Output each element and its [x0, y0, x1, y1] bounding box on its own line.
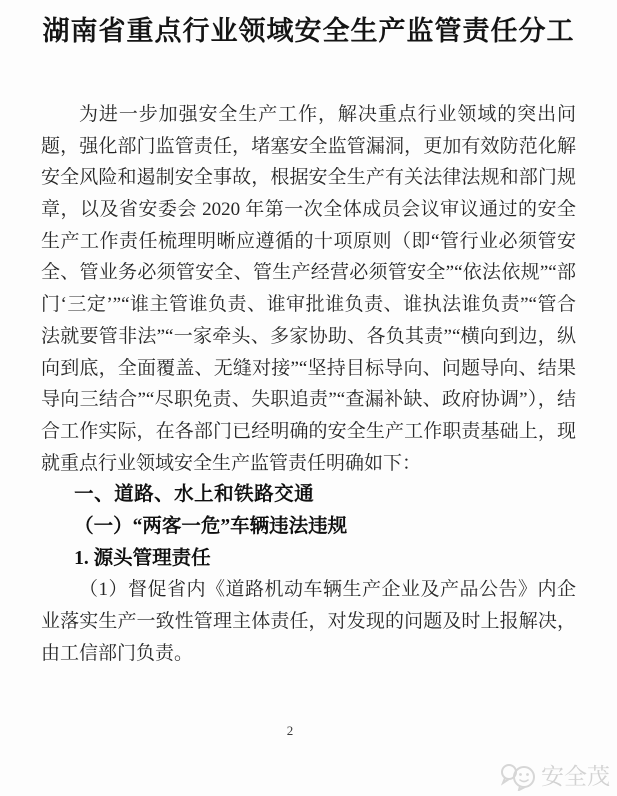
- body-line: 向到底，全面覆盖、无缝对接”“坚持目标导向、问题导向、结果: [41, 357, 576, 379]
- body-line: 导向三结合”“尽职免责、失职追责”“查漏补缺、政府协调”），结: [41, 389, 576, 411]
- body-line: 法就要管非法”“一家牵头、多家协助、各负其责”“横向到边，纵: [41, 325, 576, 347]
- body-line: 全、管业务必须管安全、管生产经营必须管安全”“依法依规”“部: [41, 262, 576, 284]
- body-line: 合工作实际，在各部门已经明确的安全生产工作职责基础上，现: [41, 420, 576, 442]
- watermark-label: 安全茂: [541, 763, 610, 789]
- body-line: 就重点行业领域安全生产监管责任明确如下：: [41, 452, 422, 474]
- body-line: 业落实生产一致性管理主体责任，对发现的问题及时上报解决，: [41, 611, 576, 632]
- watermark: [500, 761, 610, 791]
- body-line: 题，强化部门监管责任，堵塞安全监管漏洞，更加有效防范化解: [41, 135, 576, 157]
- body-line: 章，以及省安委会 2020 年第一次全体成员会议审议通过的安全: [41, 199, 576, 221]
- item-heading: 1. 源头管理责任: [74, 547, 211, 569]
- body-line: （1）督促省内《道路机动车辆生产企业及产品公告》内企: [79, 579, 576, 601]
- body-line: 为进一步加强安全生产工作，解决重点行业领域的突出问: [79, 104, 576, 125]
- subsection-heading: （一）“两客一危”车辆违法违规: [74, 515, 348, 537]
- section-heading: 一、道路、水上和铁路交通: [74, 483, 315, 506]
- body-line: 门‘三定’”“谁主管谁负责、谁审批谁负责、谁执法谁负责”“管合: [41, 294, 576, 316]
- anquanmao-logo-icon: [500, 761, 538, 791]
- page-number: 2: [286, 723, 294, 738]
- document-title: 湖南省重点行业领域安全生产监管责任分工: [42, 16, 575, 46]
- body-line: 安全风险和遏制安全事故，根据安全生产有关法律法规和部门规: [41, 167, 576, 189]
- body-line: 生产工作责任梳理明晰应遵循的十项原则（即“管行业必须管安: [41, 230, 576, 252]
- document-body: [41, 99, 576, 669]
- body-line: 由工信部门负责。: [41, 642, 194, 664]
